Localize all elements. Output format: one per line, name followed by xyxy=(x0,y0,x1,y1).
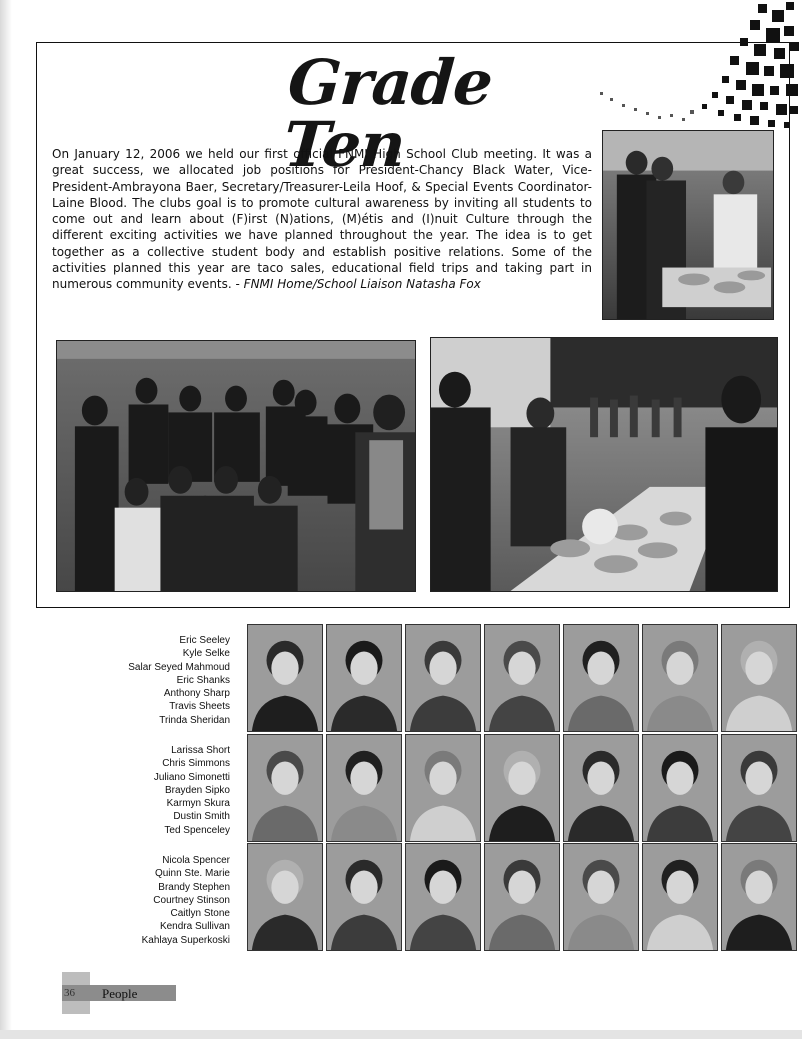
student-portrait xyxy=(563,624,639,732)
student-name: Kahlaya Superkoski xyxy=(141,934,230,946)
student-portrait xyxy=(721,734,797,842)
section-label: People xyxy=(102,986,138,1001)
student-name: Karmyn Skura xyxy=(166,798,230,810)
student-portrait xyxy=(405,843,481,951)
student-name: Ted Spenceley xyxy=(164,824,230,836)
student-name: Brayden Sipko xyxy=(164,784,230,796)
intro-paragraph xyxy=(52,146,592,293)
student-portrait xyxy=(326,624,402,732)
student-name: Kyle Selke xyxy=(182,648,230,660)
student-name: Caitlyn Stone xyxy=(170,908,230,920)
student-portrait xyxy=(247,843,323,951)
student-name: Eric Shanks xyxy=(176,674,230,686)
student-portrait xyxy=(326,734,402,842)
student-portrait xyxy=(326,843,402,951)
student-portrait xyxy=(642,734,718,842)
student-name: Brandy Stephen xyxy=(158,881,230,893)
student-portrait xyxy=(642,843,718,951)
student-portrait xyxy=(642,624,718,732)
student-name: Salar Seyed Mahmoud xyxy=(128,661,230,673)
student-portrait xyxy=(484,624,560,732)
name-list-row-3 xyxy=(100,854,230,947)
student-name: Juliano Simonetti xyxy=(153,771,230,783)
student-portrait xyxy=(563,843,639,951)
student-name: Eric Seeley xyxy=(179,635,230,646)
student-name: Nicola Spencer xyxy=(162,855,230,866)
student-portrait xyxy=(563,734,639,842)
student-name: Dustin Smith xyxy=(173,811,230,823)
page-number: 36 xyxy=(64,987,75,999)
intro-signature: FNMI Home/School Liaison Natasha Fox xyxy=(243,277,481,292)
intro-text: On January 12, 2006 we held our first official FNMI High School Club meeting. It was a great success, we allocated job positions for President-Chancy Black Water, Vice-President-Ambrayona Baer, Secretary/Treasurer-Leila Hoof, & Special Events Coordinator- Laine Blood. The clubs goal is to promote cultural awareness by inviting all students to come out and learn about (F)irst (N)ations, (M)étis and (I)nuit Culture through the different exciting activities we have planned throughout the year. The idea is to get together as a collective student body and establish positive relations. Some of the activities planned this year are taco sales, educational field trips and taking part in numerous community events. - xyxy=(52,147,592,292)
student-portrait xyxy=(484,843,560,951)
student-name: Kendra Sullivan xyxy=(159,921,230,933)
student-portrait xyxy=(405,734,481,842)
student-portrait xyxy=(484,734,560,842)
student-name: Trinda Sheridan xyxy=(159,714,230,726)
student-portrait xyxy=(247,624,323,732)
portrait-row-2 xyxy=(247,734,795,842)
student-portrait xyxy=(721,624,797,732)
student-portrait xyxy=(247,734,323,842)
name-list-row-2 xyxy=(100,744,230,837)
student-name: Anthony Sharp xyxy=(163,688,230,700)
page-edge-shadow xyxy=(0,0,12,1039)
page-title: Grade Ten xyxy=(281,46,495,181)
food-table-photo xyxy=(430,337,778,592)
group-photo xyxy=(56,340,416,592)
student-name: Courtney Stinson xyxy=(153,894,230,906)
student-name: Larissa Short xyxy=(171,745,230,756)
student-name: Quinn Ste. Marie xyxy=(154,868,230,880)
student-name: Travis Sheets xyxy=(169,701,230,713)
page-bottom-shadow xyxy=(0,1030,802,1039)
student-portrait xyxy=(405,624,481,732)
club-photo-top-right xyxy=(602,130,774,320)
name-list-row-1 xyxy=(100,634,230,727)
student-name: Chris Simmons xyxy=(162,758,230,770)
student-portrait xyxy=(721,843,797,951)
portrait-row-1 xyxy=(247,624,795,732)
portrait-row-3 xyxy=(247,843,795,951)
